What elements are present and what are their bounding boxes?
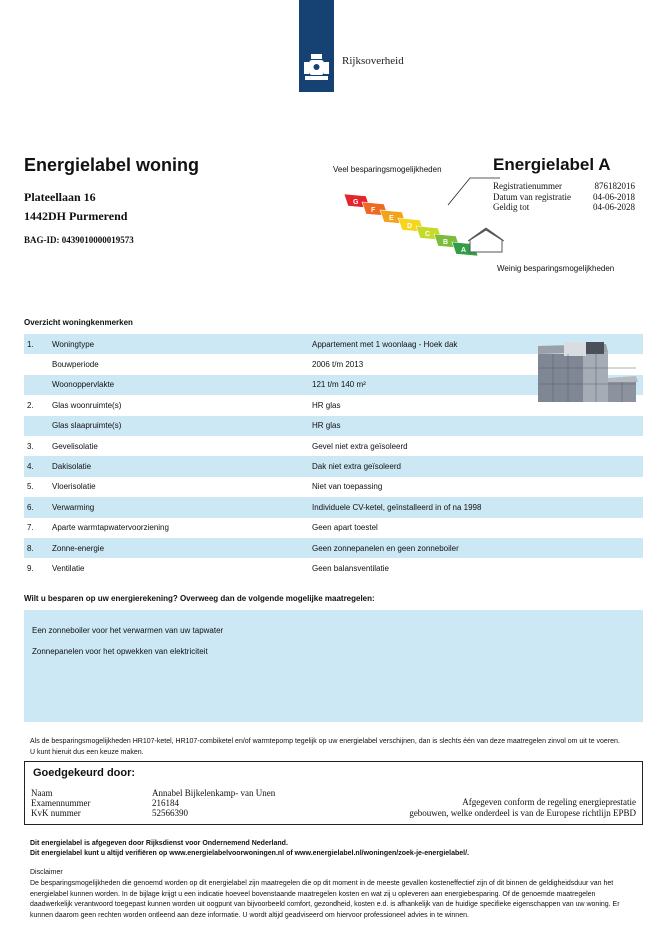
approved-box bbox=[24, 761, 643, 825]
row-value: Individuele CV-ketel, geïnstalleerd in of na 1998 bbox=[312, 502, 482, 512]
row-name: Woningtype bbox=[52, 339, 95, 349]
row-number: 5. bbox=[27, 482, 34, 492]
approved-right-line1: Afgegeven conform de regeling energieprestatie bbox=[462, 797, 636, 807]
row-number: 9. bbox=[27, 563, 34, 573]
approved-value-exam: 216184 bbox=[152, 798, 179, 808]
row-number: 8. bbox=[27, 543, 34, 553]
registration-value: 04-06-2028 bbox=[593, 202, 635, 212]
registration-value: 04-06-2018 bbox=[593, 191, 635, 202]
approved-regulation-text bbox=[409, 797, 636, 820]
scale-letter: A bbox=[461, 247, 467, 254]
scale-letter: C bbox=[425, 231, 431, 238]
table-row bbox=[24, 497, 643, 517]
table-row bbox=[24, 436, 643, 456]
row-number: 7. bbox=[27, 523, 34, 533]
registration-row bbox=[493, 181, 635, 191]
scale-top-label: Veel besparingsmogelijkheden bbox=[333, 165, 442, 174]
row-value: Geen apart toestel bbox=[312, 523, 378, 533]
row-value: Dak niet extra geïsoleerd bbox=[312, 462, 401, 472]
measures-note: Als de besparingsmogelijkheden HR107-ketel, HR107-combiketel en/of warmtepomp tegelijk op uw energielabel verschijnen, dan is slechts één van deze maatregelen zinvol om uit te voeren. U kunt hieruit dus een keuze maken. bbox=[30, 738, 620, 756]
approved-right-line2: gebouwen, welke onderdeel is van de Europese richtlijn EPBD bbox=[409, 808, 636, 819]
row-value: HR glas bbox=[312, 400, 341, 410]
row-number: 6. bbox=[27, 502, 34, 512]
table-row bbox=[24, 538, 643, 558]
row-name: Glas slaapruimte(s) bbox=[52, 421, 122, 431]
approved-label-name: Naam bbox=[31, 788, 53, 798]
energy-label-scale bbox=[330, 172, 520, 272]
row-name: Zonne-energie bbox=[52, 543, 105, 553]
row-name: Gevelisolatie bbox=[52, 441, 98, 451]
building-illustration bbox=[536, 340, 640, 402]
row-value: Geen zonnepanelen en geen zonneboiler bbox=[312, 543, 459, 553]
approved-label-exam: Examennummer bbox=[31, 798, 91, 808]
scale-letter: G bbox=[353, 199, 359, 206]
bag-id: BAG-ID: 0439010000019573 bbox=[24, 235, 134, 245]
registration-value: 876182016 bbox=[594, 181, 635, 191]
address-postcode-city: 1442DH Purmerend bbox=[24, 209, 128, 223]
measures-box bbox=[24, 610, 643, 722]
row-value: Niet van toepassing bbox=[312, 482, 383, 492]
measure-item: Een zonneboiler voor het verwarmen van uw tapwater bbox=[32, 626, 224, 635]
row-name: Dakisolatie bbox=[52, 462, 92, 472]
registration-label: Registratienummer bbox=[493, 181, 562, 191]
row-value: Gevel niet extra geïsoleerd bbox=[312, 441, 408, 451]
approved-label-kvk: KvK nummer bbox=[31, 808, 81, 818]
overview-heading: Overzicht woningkenmerken bbox=[24, 318, 133, 327]
approved-value-name: Annabel Bijkelenkamp- van Unen bbox=[152, 788, 276, 798]
measures-heading: Wilt u besparen op uw energierekening? Overweeg dan de volgende mogelijke maatregelen: bbox=[24, 594, 375, 603]
row-name: Bouwperiode bbox=[52, 360, 99, 370]
measure-item: Zonnepanelen voor het opwekken van elektriciteit bbox=[32, 647, 208, 656]
approved-title: Goedgekeurd door: bbox=[33, 767, 136, 779]
registration-row bbox=[493, 192, 635, 202]
table-row bbox=[24, 558, 643, 578]
disclaimer-text: De besparingsmogelijkheden die genoemd worden op dit energielabel zijn maatregelen die op dit moment in de meeste gevallen kosteneffectief zijn of dit binnen de geldigheidsduur van het energielabel kunnen worden. In de bijlage krijgt u een indicatie hoeveel bovenstaande maatregelen kosten en wat zij u opleveren aan energiebesparing. Of de genoemde maatregelen daadwerkelijk verantwoord toegepast kunnen worden uit oogpunt van bijvoorbeeld comfort, gezondheid, kosten e.d. is afhankelijk van de huidige specifieke eigenschappen van uw woning. Er kunnen daarom geen rechten worden ontleend aan deze informatie. U wordt altijd geadviseerd om hiervoor professioneel advies in te winnen. bbox=[30, 880, 620, 919]
energy-label-title: Energielabel A bbox=[493, 155, 611, 174]
scale-bottom-label: Weinig besparingsmogelijkheden bbox=[497, 264, 615, 273]
footer-line1: Dit energielabel is afgegeven door Rijksdienst voor Ondernemend Nederland. bbox=[30, 840, 288, 847]
approved-value-kvk: 52566390 bbox=[152, 808, 188, 818]
row-name: Woonoppervlakte bbox=[52, 380, 115, 390]
table-row bbox=[24, 456, 643, 476]
table-row bbox=[24, 518, 643, 538]
scale-letter: E bbox=[389, 215, 394, 222]
scale-letter: B bbox=[443, 239, 449, 246]
disclaimer-title: Disclaimer bbox=[30, 869, 63, 876]
registration-label: Datum van registratie bbox=[493, 191, 571, 202]
row-value: HR glas bbox=[312, 421, 341, 431]
scale-letter: D bbox=[407, 223, 413, 230]
address-street: Plateellaan 16 bbox=[24, 190, 96, 204]
row-name: Glas woonruimte(s) bbox=[52, 400, 122, 410]
row-value: Geen balansventilatie bbox=[312, 563, 389, 573]
footer-line2: Dit energielabel kunt u altijd verifiëren op www.energielabelvoorwoningen.nl of www.energielabel.nl/woningen/zoek-je-energielabel/. bbox=[30, 850, 470, 857]
row-name: Ventilatie bbox=[52, 563, 85, 573]
crest-icon bbox=[302, 52, 331, 82]
row-number: 1. bbox=[27, 339, 34, 349]
row-number: 2. bbox=[27, 400, 34, 410]
row-number: 4. bbox=[27, 462, 34, 472]
table-row bbox=[24, 477, 643, 497]
page-title: Energielabel woning bbox=[24, 155, 200, 175]
row-number: 3. bbox=[27, 441, 34, 451]
row-name: Vloerisolatie bbox=[52, 482, 96, 492]
scale-letter: F bbox=[371, 207, 376, 214]
registration-row bbox=[493, 202, 635, 212]
org-name: Rijksoverheid bbox=[342, 55, 404, 67]
row-value: 2006 t/m 2013 bbox=[312, 360, 364, 370]
row-value: Appartement met 1 woonlaag - Hoek dak bbox=[312, 339, 458, 349]
table-row bbox=[24, 416, 643, 436]
row-name: Verwarming bbox=[52, 502, 95, 512]
row-name: Aparte warmtapwatervoorziening bbox=[52, 523, 169, 533]
house-icon bbox=[468, 228, 504, 252]
row-value: 121 t/m 140 m² bbox=[312, 380, 366, 390]
registration-label: Geldig tot bbox=[493, 202, 530, 212]
